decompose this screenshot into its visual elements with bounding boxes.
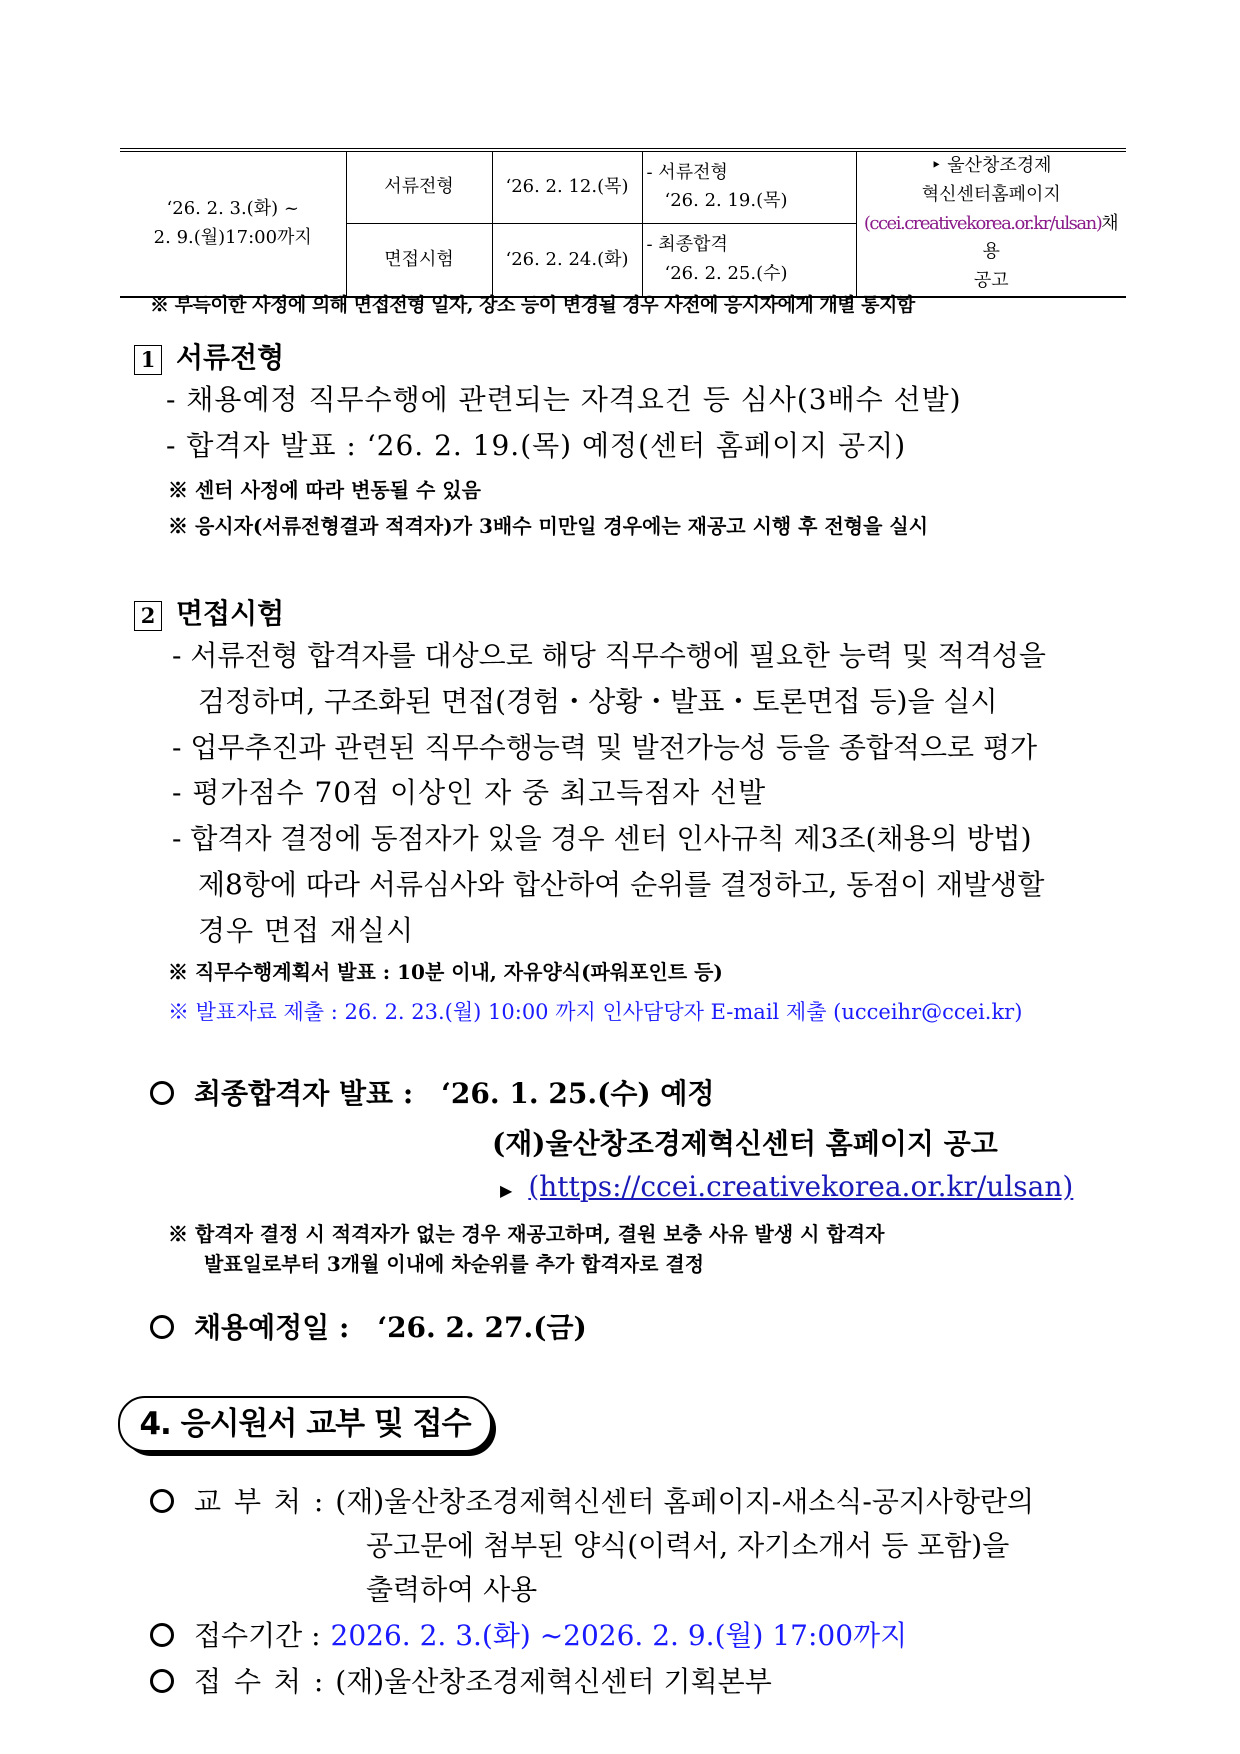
final-announcement-row [150, 1072, 714, 1112]
stage-interview: 면접시험 [346, 223, 492, 297]
hire-date-row [150, 1306, 587, 1346]
section-1-note-1: ※ 센터 사정에 따라 변동될 수 있음 [168, 478, 481, 502]
final-note-line-1: ※ 합격자 결정 시 적격자가 없는 경우 재공고하며, 결원 보충 사유 발생 시 합격자 [168, 1222, 885, 1246]
issue-label: 교 부 처 : [194, 1485, 326, 1518]
section-2-number: 2 [134, 601, 162, 631]
announcement-suffix: 채용 [982, 212, 1119, 263]
issue-line-1: (재)울산창조경제혁신센터 홈페이지-새소식-공지사항란의 [335, 1485, 1035, 1518]
period-value: 2026. 2. 3.(화) ~2026. 2. 9.(월) 17:00까지 [330, 1619, 908, 1652]
section-2-heading [134, 592, 284, 632]
place-value: (재)울산창조경제혁신센터 기획본부 [335, 1665, 772, 1698]
section-2-note-1: ※ 직무수행계획서 발표 : 10분 이내, 자유양식(파워포인트 등) [168, 960, 723, 984]
place-row [150, 1660, 772, 1700]
hire-date-value: ‘26. 2. 27.(금) [377, 1311, 587, 1344]
application-period-cell [120, 150, 346, 297]
result-final-label: - 최종합격 [646, 234, 728, 256]
section-2-note-2: ※ 발표자료 제출 : 26. 2. 23.(월) 10:00 까지 인사담당자 E-mail 제출 (ucceihr@ccei.kr) [168, 1000, 1023, 1024]
period-line-1: ‘26. 2. 3.(화) ~ [166, 198, 299, 220]
section-1-item-1: - 채용예정 직무수행에 관련되는 자격요건 등 심사(3배수 선발) [166, 383, 962, 416]
section-2-line-7: 경우 면접 재실시 [198, 914, 415, 947]
section-1-number: 1 [134, 345, 162, 375]
final-announcement-date: ‘26. 1. 25.(수) 예정 [441, 1077, 715, 1110]
issue-line-3: 출력하여 사용 [366, 1573, 538, 1606]
date-interview: ‘26. 2. 24.(화) [492, 223, 642, 297]
final-url-link[interactable]: (https://ccei.creativekorea.or.kr/ulsan) [528, 1170, 1074, 1203]
final-note-line-2: 발표일로부터 3개월 이내에 차순위를 추가 합격자로 결정 [204, 1252, 705, 1276]
section-2-line-4: - 평가점수 70점 이상인 자 중 최고득점자 선발 [172, 776, 767, 809]
place-label: 접 수 처 : [194, 1665, 326, 1698]
section-2-line-5: - 합격자 결정에 동점자가 있을 경우 센터 인사규칙 제3조(채용의 방법) [172, 822, 1032, 855]
section-2-title: 면접시험 [176, 597, 285, 630]
section-1-heading [134, 336, 284, 376]
result-document-cell [642, 150, 856, 223]
result-final-cell [642, 223, 856, 297]
section-1-note-2: ※ 응시자(서류전형결과 적격자)가 3배수 미만일 경우에는 재공고 시행 후 전형을 실시 [168, 514, 929, 538]
schedule-change-notice: ※ 부득이한 사정에 의해 면접전형 일자, 장소 등이 변경될 경우 사전에 응시자에게 개별 통지함 [150, 294, 915, 316]
result-final-date: ‘26. 2. 25.(수) [664, 262, 788, 284]
period-label: 접수기간 : [194, 1619, 321, 1652]
circle-bullet-icon [150, 1489, 174, 1513]
result-document-date: ‘26. 2. 19.(목) [664, 190, 788, 212]
circle-bullet-icon [150, 1623, 174, 1647]
section-4-title: 4. 응시원서 교부 및 접수 [118, 1396, 492, 1452]
announcement-line-1: ‣ 울산창조경제 [930, 155, 1052, 176]
circle-bullet-icon [150, 1669, 174, 1693]
schedule-table [120, 148, 1126, 298]
circle-bullet-icon [150, 1315, 174, 1339]
section-1-title: 서류전형 [176, 341, 285, 374]
result-document-label: - 서류전형 [646, 161, 728, 183]
final-url-row [500, 1170, 1073, 1203]
section-2-line-3: - 업무추진과 관련된 직무수행능력 및 발전가능성 등을 종합적으로 평가 [172, 731, 1038, 764]
announcement-cell [856, 150, 1126, 297]
announcement-line-3 [861, 210, 1123, 268]
section-1-item-2: - 합격자 발표 : ‘26. 2. 19.(목) 예정(센터 홈페이지 공지) [166, 429, 907, 462]
announcement-line-2: 혁신센터홈페이지 [921, 183, 1061, 205]
section-2-line-2: 검정하며, 구조화된 면접(경험・상황・발표・토론면접 등)을 실시 [198, 685, 998, 718]
section-2-line-1: - 서류전형 합격자를 대상으로 해당 직무수행에 필요한 능력 및 적격성을 [172, 639, 1046, 672]
triangle-bullet-icon: ▶ [500, 1181, 513, 1200]
final-announcement-label: 최종합격자 발표 : [194, 1077, 414, 1110]
final-announcement-where: (재)울산창조경제혁신센터 홈페이지 공고 [492, 1127, 998, 1160]
period-row [150, 1614, 907, 1654]
period-line-2: 2. 9.(월)17:00까지 [153, 226, 312, 248]
stage-document: 서류전형 [346, 150, 492, 223]
hire-date-label: 채용예정일 : [194, 1311, 350, 1344]
date-document: ‘26. 2. 12.(목) [492, 150, 642, 223]
issue-line-2: 공고문에 첨부된 양식(이력서, 자기소개서 등 포함)을 [366, 1529, 1010, 1562]
circle-bullet-icon [150, 1081, 174, 1105]
section-2-line-6: 제8항에 따라 서류심사와 합산하여 순위를 결정하고, 동점이 재발생할 [198, 868, 1045, 901]
announcement-url: (ccei.creativekorea.or.kr/ulsan) [863, 212, 1102, 234]
announcement-line-4: 공고 [973, 270, 1009, 292]
issue-row [150, 1480, 1034, 1520]
